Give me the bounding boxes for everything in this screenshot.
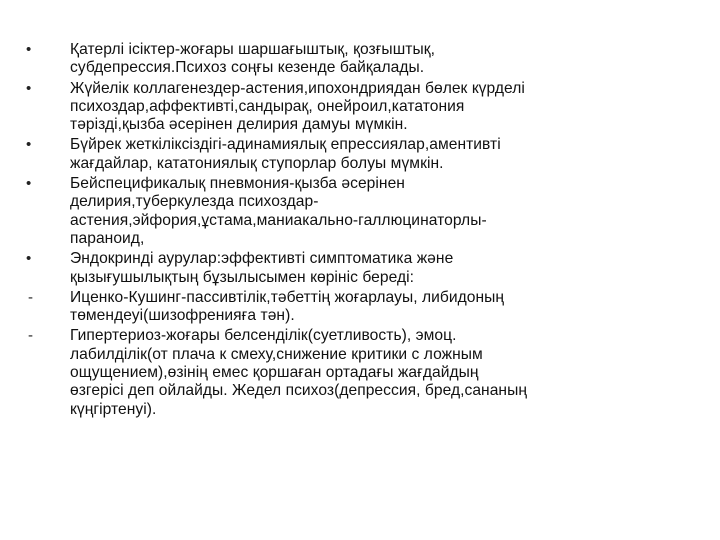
list-item (26, 289, 686, 326)
list-item-text: Қатерлі ісіктер-жоғары шаршағыштық, қозғыштық, субдепрессия.Психоз соңғы кезенде байқалады. (70, 41, 435, 77)
list-item-text: Эндокринді аурулар:эффективті симптоматика және қызығушылықтың бұзылысымен көрініс береді: (70, 250, 454, 286)
list-item-text: Бейспецификалық пневмония-қызба әсерінен делирия,туберкулезда психоздар- астения,эйфория,ұстама,маниакально-галлюцинаторлы- параноид, (70, 175, 487, 247)
list-item (26, 250, 686, 287)
list-item (26, 327, 686, 418)
list-item-text: Жүйелік коллагенездер-астения,ипохондриядан бөлек күрделі психоздар,аффективті,сандырақ, онейроил,кататония тәрізді,қызба әсерінен делирия дамуы мүмкін. (70, 79, 525, 134)
bullet-marker: • (26, 41, 32, 58)
bullet-marker: • (26, 136, 32, 154)
dash-marker: - (28, 327, 33, 345)
dash-marker: - (28, 288, 33, 306)
list-item-text: Гипертериоз-жоғары белсенділік(суетливость), эмоц. лабилділік(от плача к смеху,снижение критики с ложным ощущением),өзінің емес қоршаған ортадағы жағдайдың өзгерісі деп ойлайды. Жедел психоз(депрессия, бред,сананың күңгіртенуі). (70, 327, 528, 418)
list-item (26, 175, 686, 248)
list-item (26, 136, 686, 173)
bullet-list (26, 41, 686, 421)
bullet-marker: • (26, 175, 32, 193)
list-item-text: Бүйрек жеткіліксіздігі-адинамиялық епрессиялар,аментивті жағдайлар, кататониялық ступорлар болуы мүмкін. (70, 136, 501, 172)
bullet-marker: • (26, 79, 32, 97)
list-item (26, 41, 686, 78)
bullet-marker: • (26, 250, 32, 268)
list-item (26, 80, 686, 135)
list-item-text: Иценко-Кушинг-пассивтілік,тәбеттің жоғарлауы, либидоның төмендеуі(шизофренияға тән). (70, 288, 505, 325)
